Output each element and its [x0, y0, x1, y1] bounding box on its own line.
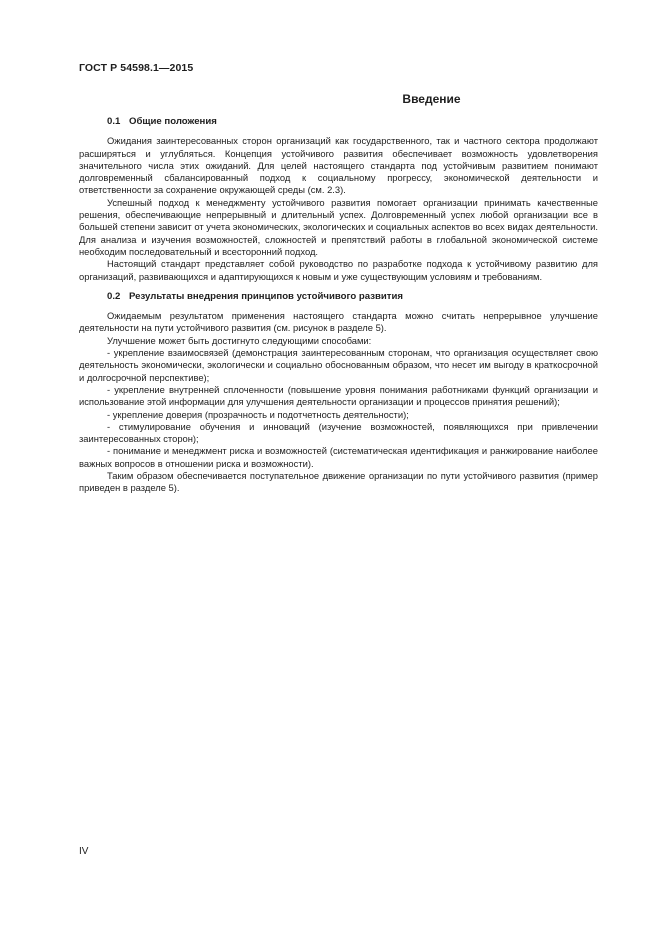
section-number: 0.2	[107, 290, 121, 302]
paragraph: Ожидаемым результатом применения настоящего стандарта можно считать непрерывное улучшение деятельности на пути устойчивого развития (см. рисунок в разделе 5).	[79, 310, 598, 334]
section-number: 0.1	[107, 116, 121, 127]
paragraph: Настоящий стандарт представляет собой руководство по разработке подхода к устойчивому развитию для организаций, развивающихся и адаптирующихся к новым и уже существующим условиям и требованиям.	[79, 258, 598, 282]
page-title: Введение	[402, 92, 461, 106]
section-title: Результаты внедрения принципов устойчивого развития	[129, 290, 403, 302]
paragraph: Улучшение может быть достигнуто следующими способами:	[107, 334, 372, 346]
document-header: ГОСТ Р 54598.1—2015	[79, 62, 194, 74]
paragraph: Ожидания заинтересованных сторон организаций как государственного, так и частного сектора продолжают расширяться и углубляться. Концепция устойчивого развития обеспечивает возможность удовлетворения значительного числа этих ожиданий. Для целей настоящего стандарта под устойчивым развитием понимают долговременный сбалансированный подход к социальному прогрессу, экономической деятельности и ответственности за сохранение окружающей среды (см. 2.3).	[79, 135, 598, 196]
document-body	[79, 116, 598, 495]
list-item: - укрепление взаимосвязей (демонстрация заинтересованным сторонам, что организация осуществляет свою деятельность экономически, экологически и социально обоснованным образом, что несет им выгоду в краткосрочной и долгосрочной перспективе);	[79, 347, 598, 383]
page-number: IV	[79, 846, 89, 857]
section-heading	[79, 116, 598, 128]
paragraph: Таким образом обеспечивается поступательное движение организации по пути устойчивого развития (пример приведен в разделе 5).	[79, 470, 598, 494]
list-item: - стимулирование обучения и инноваций (изучение возможностей, появляющихся при привлечении заинтересованных сторон);	[79, 420, 598, 445]
list-item: - понимание и менеджмент риска и возможностей (систематическая идентификация и ранжирование наиболее важных вопросов в отношении риска и возможности).	[79, 445, 598, 469]
list-item: - укрепление доверия (прозрачность и подотчетность деятельности);	[107, 408, 409, 420]
section-title: Общие положения	[129, 116, 217, 127]
paragraph: Успешный подход к менеджменту устойчивого развития помогает организации принимать качественные решения, обеспечивающие непрерывный и длительный успех. Долговременный успех любой организации все в большей степени зависит от учета экономических, экологических и социальных аспектов во всех видах деятельности. Для анализа и изучения возможностей, сложностей и препятствий работы в глобальной экономической системе необходим последовательный и всесторонний подход.	[79, 196, 598, 257]
section-heading	[79, 291, 598, 303]
list-item: - укрепление внутренней сплоченности (повышение уровня понимания работниками функций организации и использование этой информации для улучшения деятельности организации и процессов принятия решений);	[79, 383, 598, 408]
